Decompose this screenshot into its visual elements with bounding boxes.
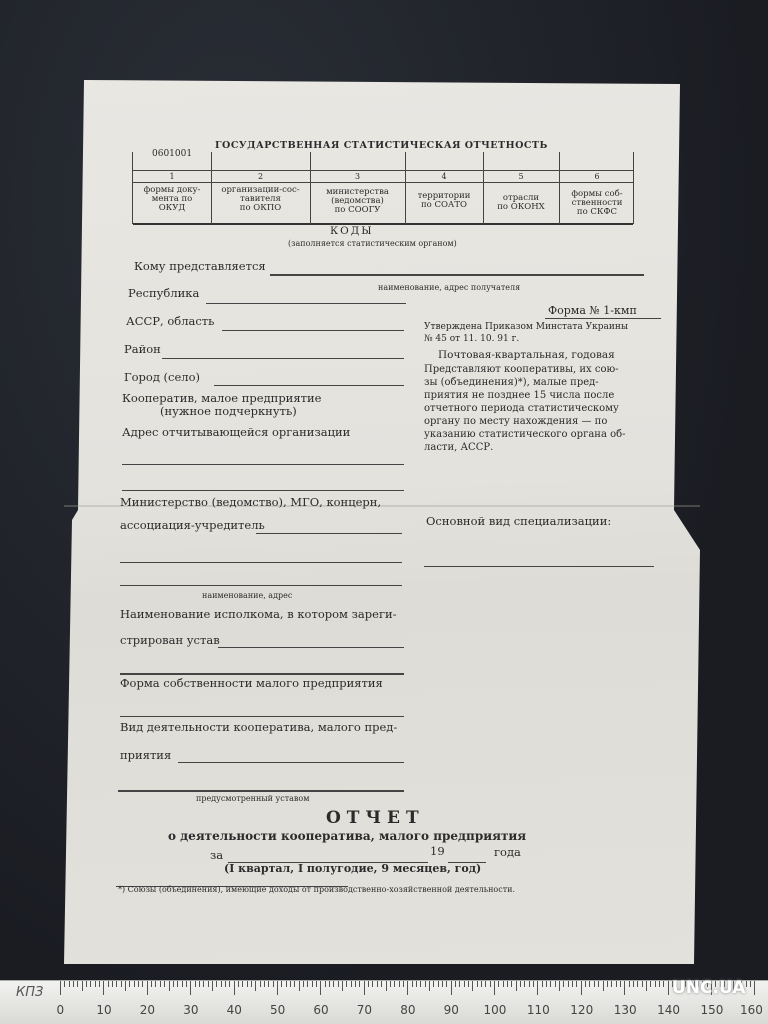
ruler-tick xyxy=(611,981,612,987)
ruler-tick xyxy=(355,981,356,987)
ruler-tick xyxy=(542,981,543,987)
codes-table xyxy=(132,149,634,224)
activity-label: Вид деятельности кооператива, малого пред- xyxy=(120,720,398,734)
ruler-tick xyxy=(186,981,187,987)
codes-note: (заполняется статистическим органом) xyxy=(288,239,457,248)
ruler-tick xyxy=(325,981,326,987)
ruler-tick xyxy=(381,981,382,987)
instructions-line: органу по месту нахождения — по xyxy=(424,416,608,427)
column-label-line: тавителя xyxy=(240,193,281,204)
republic-field[interactable] xyxy=(206,303,406,304)
ruler-tick xyxy=(603,981,604,991)
district-field[interactable] xyxy=(162,358,404,359)
table-divider xyxy=(405,152,406,224)
ruler-tick xyxy=(351,981,352,987)
ruler-tick xyxy=(277,981,278,995)
ruler-tick xyxy=(260,981,261,987)
specialization-label: Основной вид специализации: xyxy=(426,514,612,528)
ruler-tick xyxy=(477,981,478,987)
ownership-field[interactable] xyxy=(120,716,404,717)
column-label-line: мента по xyxy=(151,193,193,204)
column-label xyxy=(483,194,559,212)
ruler-tick xyxy=(537,981,538,995)
ruler-number: 90 xyxy=(443,1003,459,1017)
activity-label-2: приятия xyxy=(120,748,172,762)
ruler-tick xyxy=(121,981,122,987)
ministry-field[interactable] xyxy=(256,533,402,534)
form-code: 0601001 xyxy=(152,149,193,159)
ruler-tick xyxy=(507,981,508,987)
ruler-tick xyxy=(69,981,70,987)
ruler-tick xyxy=(173,981,174,987)
ruler-tick xyxy=(294,981,295,987)
ruler-tick xyxy=(290,981,291,987)
ministry-label-2: ассоциация-учредитель xyxy=(120,518,265,532)
ruler-tick xyxy=(116,981,117,987)
ruler-tick xyxy=(160,981,161,987)
ruler-tick xyxy=(129,981,130,987)
ruler-tick xyxy=(633,981,634,987)
ruler-tick xyxy=(498,981,499,987)
ruler-tick xyxy=(333,981,334,987)
ruler-tick xyxy=(468,981,469,987)
column-label-line: ственности xyxy=(571,197,623,208)
executive-field-2[interactable] xyxy=(120,673,404,675)
column-label-line: по ОКПО xyxy=(239,202,282,213)
ruler-tick xyxy=(164,981,165,987)
ruler-tick xyxy=(225,981,226,987)
column-label-line: (ведомства) xyxy=(331,195,384,206)
ruler-tick xyxy=(412,981,413,987)
ruler-number: 20 xyxy=(139,1003,156,1017)
ruler-tick xyxy=(655,981,656,987)
instructions-text xyxy=(424,363,626,454)
ruler-tick xyxy=(429,981,430,991)
ruler-tick xyxy=(73,981,74,987)
ruler-tick xyxy=(642,981,643,987)
ruler-tick xyxy=(624,981,625,995)
ruler-tick xyxy=(372,981,373,987)
ruler-tick xyxy=(399,981,400,987)
ruler-tick xyxy=(485,981,486,987)
ruler-tick xyxy=(581,981,582,995)
ruler-tick xyxy=(446,981,447,987)
ruler-tick xyxy=(368,981,369,987)
ruler-tick xyxy=(568,981,569,987)
watermark: UNC.UA xyxy=(672,978,746,998)
ruler-tick xyxy=(754,981,755,995)
column-number: 2 xyxy=(257,172,264,181)
ruler-tick xyxy=(316,981,317,987)
ruler-tick xyxy=(329,981,330,987)
ruler-tick xyxy=(125,981,126,991)
ruler-number: 0 xyxy=(56,1003,65,1017)
column-number: 4 xyxy=(441,172,447,181)
measuring-ruler xyxy=(0,980,768,1024)
column-number: 3 xyxy=(354,172,361,181)
ruler-tick xyxy=(151,981,152,987)
ruler-tick xyxy=(108,981,109,987)
ruler-tick xyxy=(659,981,660,987)
recipient-label: Кому представляется xyxy=(134,259,266,273)
column-label-line: по ОКОНХ xyxy=(497,201,545,212)
ruler-number: 80 xyxy=(400,1003,416,1017)
ruler-tick xyxy=(242,981,243,987)
ruler-tick xyxy=(103,981,104,995)
ruler-tick xyxy=(90,981,91,987)
ruler-tick xyxy=(342,981,343,991)
ruler-tick xyxy=(286,981,287,987)
instructions-line: ласти, АССР. xyxy=(424,442,494,453)
approved-text: Утверждена Приказом Минстата Украины xyxy=(424,322,629,332)
column-label xyxy=(310,188,405,215)
ruler-tick xyxy=(64,981,65,987)
ruler-tick xyxy=(503,981,504,987)
ruler-tick xyxy=(229,981,230,987)
ruler-tick xyxy=(546,981,547,987)
ruler-tick xyxy=(386,981,387,991)
ruler-tick xyxy=(494,981,495,995)
ruler-tick xyxy=(303,981,304,987)
ruler-number: 70 xyxy=(356,1003,373,1017)
report-for: за xyxy=(210,848,224,862)
ruler-number: 160 xyxy=(740,1003,763,1017)
ruler-tick xyxy=(550,981,551,987)
column-label-line: отрасли xyxy=(502,193,540,203)
ruler-tick xyxy=(668,981,669,995)
ruler-tick xyxy=(138,981,139,987)
ruler-tick xyxy=(338,981,339,987)
ruler-tick xyxy=(155,981,156,987)
ruler-tick xyxy=(112,981,113,987)
ruler-number: 120 xyxy=(570,1003,594,1017)
ruler-tick xyxy=(403,981,404,987)
instructions-line: отчетного периода статистическому xyxy=(424,403,619,414)
column-label-line: формы доку- xyxy=(143,185,201,195)
ruler-tick xyxy=(607,981,608,987)
ruler-tick xyxy=(750,981,751,987)
instructions-line: приятия не позднее 15 числа после xyxy=(424,390,615,401)
ruler-tick xyxy=(169,981,170,991)
form-number: Форма № 1-кмп xyxy=(548,304,637,317)
column-label-line: ОКУД xyxy=(158,202,186,213)
codes-title: КОДЫ xyxy=(330,225,374,237)
executive-label-2: стрирован устав xyxy=(120,633,220,647)
activity-field-2[interactable] xyxy=(118,790,404,792)
ruler-brand: КПЗ xyxy=(16,985,44,1000)
ministry-field-2[interactable] xyxy=(120,562,402,563)
table-bottom-line xyxy=(133,223,633,225)
column-label xyxy=(133,186,211,213)
column-label-line: по СКФС xyxy=(576,206,618,217)
instructions-line: указанию статистического органа об- xyxy=(424,429,626,440)
column-label-line: по СОАТО xyxy=(420,199,468,210)
ruler-number: 110 xyxy=(526,1003,550,1017)
ruler-tick xyxy=(199,981,200,987)
ruler-tick xyxy=(394,981,395,987)
ruler-tick xyxy=(86,981,87,987)
table-header-line xyxy=(133,170,633,171)
ruler-tick xyxy=(134,981,135,987)
ruler-tick xyxy=(195,981,196,987)
ruler-number: 50 xyxy=(270,1003,286,1017)
ruler-tick xyxy=(273,981,274,987)
ruler-tick xyxy=(264,981,265,987)
ruler-tick xyxy=(346,981,347,987)
ruler-tick xyxy=(177,981,178,987)
ruler-tick xyxy=(576,981,577,987)
ruler-number: 150 xyxy=(700,1003,724,1017)
ruler-tick xyxy=(407,981,408,995)
ruler-tick xyxy=(433,981,434,987)
ruler-number: 40 xyxy=(226,1003,242,1017)
ruler-tick xyxy=(420,981,421,987)
ruler-tick xyxy=(472,981,473,991)
table-header-line xyxy=(133,182,633,183)
year-suffix: года xyxy=(494,845,521,859)
ruler-tick xyxy=(234,981,235,995)
ruler-number: 60 xyxy=(313,1003,329,1017)
column-label xyxy=(211,186,310,213)
recipient-hint: наименование, адрес получателя xyxy=(378,283,521,292)
ruler-tick xyxy=(563,981,564,987)
ruler-tick xyxy=(238,981,239,987)
ruler-tick xyxy=(251,981,252,987)
republic-label: Республика xyxy=(128,286,200,300)
ruler-tick xyxy=(147,981,148,995)
ruler-tick xyxy=(268,981,269,987)
ruler-tick xyxy=(307,981,308,987)
ruler-tick xyxy=(208,981,209,987)
ruler-tick xyxy=(82,981,83,991)
ruler-tick xyxy=(364,981,365,995)
ruler-tick xyxy=(142,981,143,987)
ruler-tick xyxy=(255,981,256,991)
ruler-tick xyxy=(572,981,573,987)
activity-field[interactable] xyxy=(178,762,404,763)
instructions-line: зы (объединения)*), малые пред- xyxy=(424,377,599,388)
ownership-label: Форма собственности малого предприятия xyxy=(120,676,383,690)
column-number: 6 xyxy=(594,172,600,181)
activity-hint: предусмотренный уставом xyxy=(196,794,310,803)
instructions-line: Представляют кооперативы, их сою- xyxy=(424,364,619,375)
coop-label: Кооператив, малое предприятие xyxy=(122,391,322,405)
period-hint: (I квартал, I полугодие, 9 месяцев, год) xyxy=(224,862,482,875)
ruler-tick xyxy=(442,981,443,987)
ruler-tick xyxy=(77,981,78,987)
column-label xyxy=(559,190,635,217)
ruler-tick xyxy=(299,981,300,991)
address-field-2[interactable] xyxy=(122,490,404,491)
ruler-tick xyxy=(320,981,321,995)
ruler-tick xyxy=(594,981,595,987)
ruler-tick xyxy=(585,981,586,987)
ministry-field-3[interactable] xyxy=(120,585,402,586)
table-divider xyxy=(483,152,484,224)
ruler-tick xyxy=(598,981,599,987)
specialization-field[interactable] xyxy=(424,566,654,567)
ruler-tick xyxy=(216,981,217,987)
column-number: 5 xyxy=(518,172,524,181)
ruler-tick xyxy=(520,981,521,987)
ruler-tick xyxy=(559,981,560,991)
ruler-tick xyxy=(646,981,647,991)
ruler-number: 10 xyxy=(96,1003,112,1017)
ruler-tick xyxy=(359,981,360,987)
ruler-tick xyxy=(650,981,651,987)
ruler-tick xyxy=(182,981,183,987)
ruler-tick xyxy=(555,981,556,987)
ruler-tick xyxy=(425,981,426,987)
ruler-number: 140 xyxy=(657,1003,680,1017)
ruler-number: 100 xyxy=(483,1003,507,1017)
ruler-tick xyxy=(60,981,61,995)
ruler-tick xyxy=(524,981,525,987)
report-title: ОТЧЕТ xyxy=(326,808,425,828)
ruler-tick xyxy=(416,981,417,987)
ruler-tick xyxy=(212,981,213,991)
ministry-hint: наименование, адрес xyxy=(202,591,293,600)
ruler-tick xyxy=(221,981,222,987)
ruler-tick xyxy=(481,981,482,987)
ruler-tick xyxy=(459,981,460,987)
footnote: *) Союзы (объединения), имеющие доходы от производственно-хозяйственной деятельности. xyxy=(118,885,515,894)
ruler-tick xyxy=(529,981,530,987)
ruler-tick xyxy=(511,981,512,987)
address-label: Адрес отчитывающейся организации xyxy=(122,425,351,439)
column-label xyxy=(405,192,483,210)
ruler-tick xyxy=(451,981,452,995)
ruler-tick xyxy=(464,981,465,987)
ruler-tick xyxy=(95,981,96,987)
column-label-line: по СООГУ xyxy=(334,204,381,215)
ruler-tick xyxy=(99,981,100,987)
ruler-tick xyxy=(629,981,630,987)
ruler-number: 130 xyxy=(613,1003,637,1017)
ruler-tick xyxy=(247,981,248,987)
ruler-tick xyxy=(533,981,534,987)
ruler-number: 30 xyxy=(183,1003,199,1017)
ruler-tick xyxy=(589,981,590,987)
ruler-tick xyxy=(746,981,747,987)
ruler-tick xyxy=(190,981,191,995)
column-label-line: министерства xyxy=(326,187,389,197)
year-prefix: 19 xyxy=(430,844,445,858)
ruler-tick xyxy=(663,981,664,987)
ruler-tick xyxy=(377,981,378,987)
report-subtitle: о деятельности кооператива, малого предприятия xyxy=(168,829,527,843)
address-field[interactable] xyxy=(122,464,404,465)
assr-field[interactable] xyxy=(222,330,404,331)
page-title: ГОСУДАРСТВЕННАЯ СТАТИСТИЧЕСКАЯ ОТЧЕТНОСТЬ xyxy=(215,140,548,151)
recipient-field[interactable] xyxy=(270,274,644,276)
ruler-tick xyxy=(620,981,621,987)
column-label-line: территории xyxy=(417,191,471,201)
ruler-tick xyxy=(312,981,313,987)
district-label: Район xyxy=(124,342,161,356)
ruler-tick xyxy=(390,981,391,987)
delivery-text: Почтовая-квартальная, годовая xyxy=(438,349,615,361)
form-number-underline xyxy=(545,318,661,319)
ruler-tick xyxy=(516,981,517,991)
assr-label: АССР, область xyxy=(126,314,215,328)
approved-text-2: № 45 от 11. 10. 91 г. xyxy=(424,334,520,344)
ruler-tick xyxy=(281,981,282,987)
ruler-tick xyxy=(438,981,439,987)
column-label-line: организации-сос- xyxy=(221,185,300,195)
ruler-tick xyxy=(490,981,491,987)
executive-field[interactable] xyxy=(218,647,404,648)
city-field[interactable] xyxy=(214,385,404,386)
ruler-tick xyxy=(616,981,617,987)
ruler-tick xyxy=(203,981,204,987)
coop-hint: (нужное подчеркнуть) xyxy=(160,404,297,418)
ruler-tick xyxy=(455,981,456,987)
column-number: 1 xyxy=(169,172,175,181)
executive-label: Наименование исполкома, в котором зареги- xyxy=(120,607,397,621)
ruler-tick xyxy=(637,981,638,987)
column-label-line: формы соб- xyxy=(571,189,623,199)
ministry-label: Министерство (ведомство), МГО, концерн, xyxy=(120,495,382,509)
city-label: Город (село) xyxy=(124,370,201,384)
